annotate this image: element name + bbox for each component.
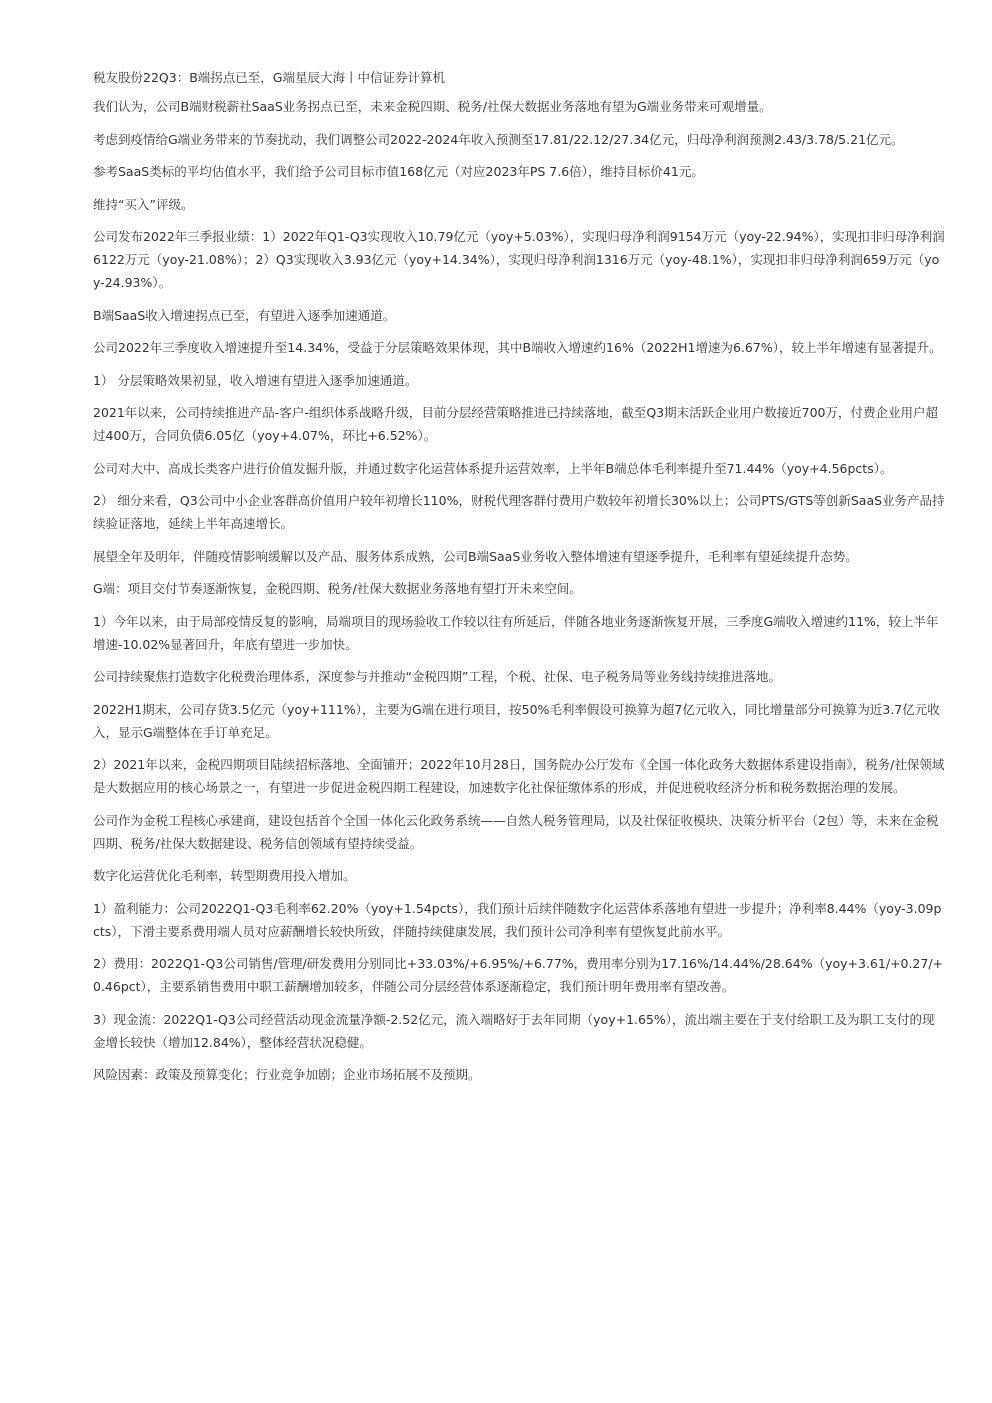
- paragraph-g-point2: 2）2021年以来，金税四期项目陆续招标落地、全面铺开；2022年10月28日，国务院办公厅发布《全国一体化政务大数据体系建设指南》，税务/社保领域是大数据应用的核心场景之一，有望进一步促进金税四期工程建设，加速数字化社保征缴体系的形成，并促进税收经济分析和税务数据治理的发展。: [93, 757, 945, 795]
- paragraph-g-point1: 1）今年以来，由于局部疫情反复的影响，局端项目的现场验收工作较以往有所延后，伴随各地业务逐渐恢复开展，三季度G端收入增速约11%，较上半年增速-10.02%显著回升，年底有望进一步加快。: [93, 613, 939, 652]
- paragraph-valuation: 参考SaaS类标的平均估值水平，我们给予公司目标市值168亿元（对应2023年PS 7.6倍），维持目标价41元。: [93, 164, 704, 179]
- paragraph-cash-flow: 3）现金流：2022Q1-Q3公司经营活动现金流量净额-2.52亿元，流入端略好于去年同期（yoy+1.65%），流出端主要在于支付给职工及为职工支付的现金增长较快（增加12.84%），整体经营状况稳健。: [93, 1011, 935, 1050]
- paragraph-b-heading: B端SaaS收入增速拐点已至，有望进入逐季加速通道。: [93, 307, 396, 323]
- paragraph-margin-heading: 数字化运营优化毛利率，转型期费用投入增加。: [93, 868, 356, 883]
- paragraph-b-margin: 公司对大中、高成长类客户进行价值发掘升版，并通过数字化运营体系提升运营效率，上半年B端总体毛利率提升至71.44%（yoy+4.56pcts）。: [93, 460, 893, 476]
- article-body: [93, 66, 945, 1096]
- paragraph-b-outlook: 展望全年及明年，伴随疫情影响缓解以及产品、服务体系成熟，公司B端SaaS业务收入整体增速有望逐季提升，毛利率有望延续提升态势。: [93, 548, 858, 564]
- paragraph-g-heading: G端：项目交付节奏逐渐恢复，金税四期、税务/社保大数据业务落地有望打开未来空间。: [93, 581, 582, 596]
- paragraph-g-golden-tax: 公司持续聚焦打造数字化税费治理体系，深度参与并推动“金税四期”工程，个税、社保、电子税务局等业务线持续推进落地。: [93, 669, 781, 684]
- paragraph-forecast: 考虑到疫情给G端业务带来的节奏扰动，我们调整公司2022-2024年收入预测至17.81/22.12/27.34亿元，归母净利润预测2.43/3.78/5.21亿元。: [93, 131, 904, 147]
- paragraph-b-point2: 2） 细分来看，Q3公司中小企业客群高价值用户较年初增长110%，财税代理客群付费用户数较年初增长30%以上；公司PTS/GTS等创新SaaS业务产品持续验证落地，延续上半年高速增长。: [93, 493, 945, 531]
- paragraph-rating: 维持“买入”评级。: [93, 196, 194, 212]
- paragraph-risks: 风险因素：政策及预算变化；行业竞争加剧；企业市场拓展不及预期。: [93, 1067, 481, 1082]
- article-title: 税友股份22Q3：B端拐点已至，G端星辰大海丨中信证券计算机: [93, 70, 445, 85]
- paragraph-g-contractor: 公司作为金税工程核心承建商，建设包括首个全国一体化云化政务系统——自然人税务管理局，以及社保征收模块、决策分析平台（2包）等，未来在金税四期、税务/社保大数据建设、税务信创领域有望持续受益。: [93, 812, 939, 851]
- paragraph-q3-results: 公司发布2022年三季报业绩：1）2022年Q1-Q3实现收入10.79亿元（yoy+5.03%），实现归母净利润9154万元（yoy-22.94%），实现扣非归母净利润6122万元（yoy-21.08%）；2）Q3实现收入3.93亿元（yoy+14.34%），实现归母净利润1316万元（yoy-48.1%），实现扣非归母净利润659万元（yoy-24.93%）。: [93, 229, 945, 290]
- paragraph-profitability: 1）盈利能力：公司2022Q1-Q3毛利率62.20%（yoy+1.54pcts），我们预计后续伴随数字化运营体系落地有望进一步提升；净利率8.44%（yoy-3.09pcts），下滑主要系费用端人员对应薪酬增长较快所致，伴随持续健康发展，我们预计公司净利率有望恢复此前水平。: [93, 900, 942, 939]
- paragraph-view: 我们认为，公司B端财税薪社SaaS业务拐点已至，未来金税四期、税务/社保大数据业务落地有望为G端业务带来可观增量。: [93, 99, 772, 114]
- paragraph-expenses: 2）费用：2022Q1-Q3公司销售/管理/研发费用分别同比+33.03%/+6.95%/+6.77%，费用率分别为17.16%/14.44%/28.64%（yoy+3.61/+0.27/+0.46pct），主要系销售费用中职工薪酬增加较多，伴随公司分层经营体系逐渐稳定，我们预计明年费用率有望改善。: [93, 956, 944, 994]
- paragraph-g-inventory: 2022H1期末，公司存货3.5亿元（yoy+111%），主要为G端在进行项目，按50%毛利率假设可换算为超7亿元收入，同比增量部分可换算为近3.7亿元收入，显示G端整体在手订单充足。: [93, 701, 940, 740]
- paragraph-b-point1: 1） 分层策略效果初显，收入增速有望进入逐季加速通道。: [93, 372, 418, 388]
- paragraph-b-users: 2021年以来，公司持续推进产品-客户-组织体系战略升级，目前分层经营策略推进已持续落地，截至Q3期末活跃企业用户数接近700万，付费企业用户超过400万，合同负债6.05亿（yoy+4.07%，环比+6.52%）。: [93, 405, 938, 443]
- paragraph-b-growth: 公司2022年三季度收入增速提升至14.34%，受益于分层策略效果体现，其中B端收入增速约16%（2022H1增速为6.67%），较上半年增速有显著提升。: [93, 340, 942, 355]
